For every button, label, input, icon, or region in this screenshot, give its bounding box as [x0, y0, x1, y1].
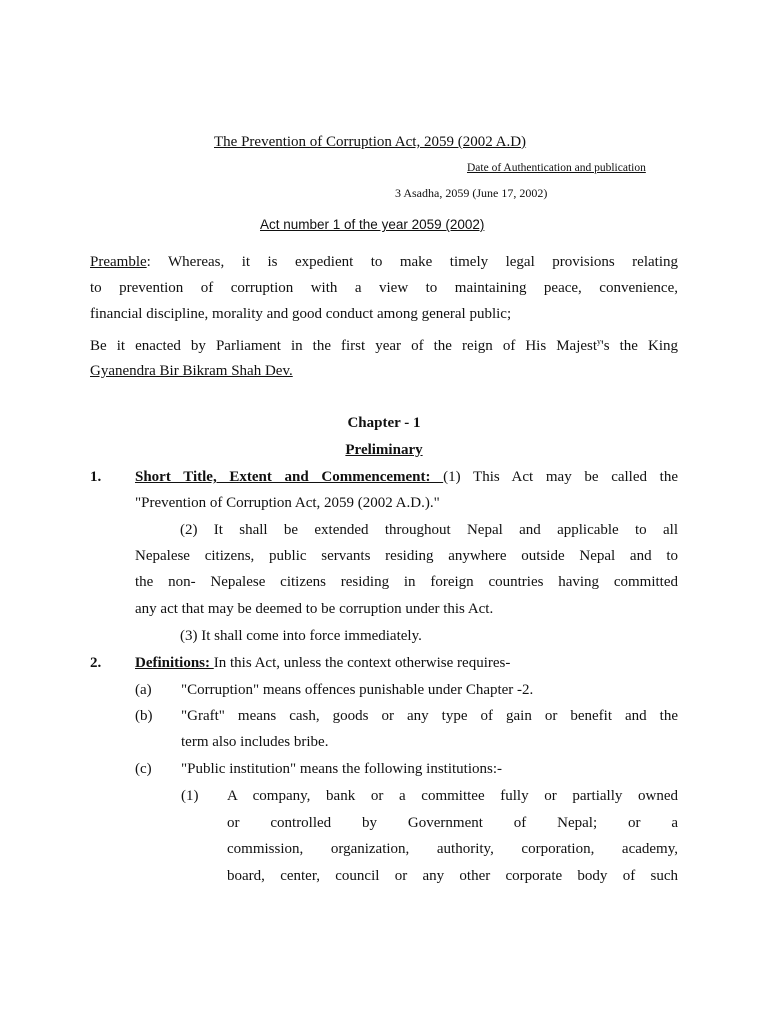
chapter-title: Preliminary [345, 442, 423, 458]
section-1-line-2: "Prevention of Corruption Act, 2059 (2002 A.D.)." [135, 495, 440, 511]
preamble-line-2: to prevention of corruption with a view to maintaining peace, convenience, [90, 280, 678, 296]
clause-b-label: (b) [135, 708, 153, 724]
clause-c-text: "Public institution" means the following institutions:- [181, 761, 502, 777]
section-1-line-1: Short Title, Extent and Commencement: (1) This Act may be called the [135, 469, 678, 485]
section-1-sub2-line-1: (2) It shall be extended throughout Nepal and applicable to all [180, 522, 678, 538]
act-number: Act number 1 of the year 2059 (2002) [260, 217, 485, 232]
act-title: The Prevention of Corruption Act, 2059 (2002 A.D) [214, 134, 527, 150]
section-1-number: 1. [90, 469, 102, 485]
authentication-label: Date of Authentication and publication [467, 162, 646, 174]
section-1-heading: Short Title, Extent and Commencement: [135, 469, 444, 485]
section-2-line-1: Definitions: In this Act, unless the context otherwise requires- [135, 655, 511, 671]
clause-a-text: "Corruption" means offences punishable under Chapter -2. [181, 682, 534, 698]
section-1-sub2-line-4: any act that may be deemed to be corruption under this Act. [135, 601, 494, 617]
clause-b-line-2: term also includes bribe. [181, 734, 329, 750]
authentication-date: 3 Asadha, 2059 (June 17, 2002) [395, 186, 548, 200]
subclause-1-line-1: A company, bank or a committee fully or partially owned [227, 788, 678, 804]
subclause-1-line-2: or controlled by Government of Nepal; or a [227, 815, 678, 831]
clause-c-label: (c) [135, 761, 152, 777]
section-1-sub3: (3) It shall come into force immediately. [180, 628, 422, 644]
section-1-sub2-line-2: Nepalese citizens, public servants residing anywhere outside Nepal and to [135, 548, 678, 564]
section-1-sub2-line-3: the non- Nepalese citizens residing in foreign countries having committed [135, 574, 678, 590]
subclause-1-line-3: commission, organization, authority, corporation, academy, [227, 841, 678, 857]
subclause-1-label: (1) [181, 788, 199, 804]
section-2-heading: Definitions: [135, 655, 214, 671]
enactment-clause: Be it enacted by Parliament in the first year of the reign of His Majest$^y$'s the King [90, 337, 678, 354]
preamble-label: Preamble [90, 254, 147, 270]
preamble-line-3: financial discipline, morality and good conduct among general public; [90, 306, 512, 322]
subclause-1-line-4: board, center, council or any other corporate body of such [227, 868, 678, 884]
preamble-line-1: Preamble: Whereas, it is expedient to make timely legal provisions relating [90, 254, 678, 270]
clause-a-label: (a) [135, 682, 152, 698]
section-2-number: 2. [90, 655, 102, 671]
king-name: Gyanendra Bir Bikram Shah Dev. [90, 363, 293, 379]
clause-b-line-1: "Graft" means cash, goods or any type of gain or benefit and the [181, 708, 678, 724]
chapter-number: Chapter - 1 [347, 415, 421, 431]
